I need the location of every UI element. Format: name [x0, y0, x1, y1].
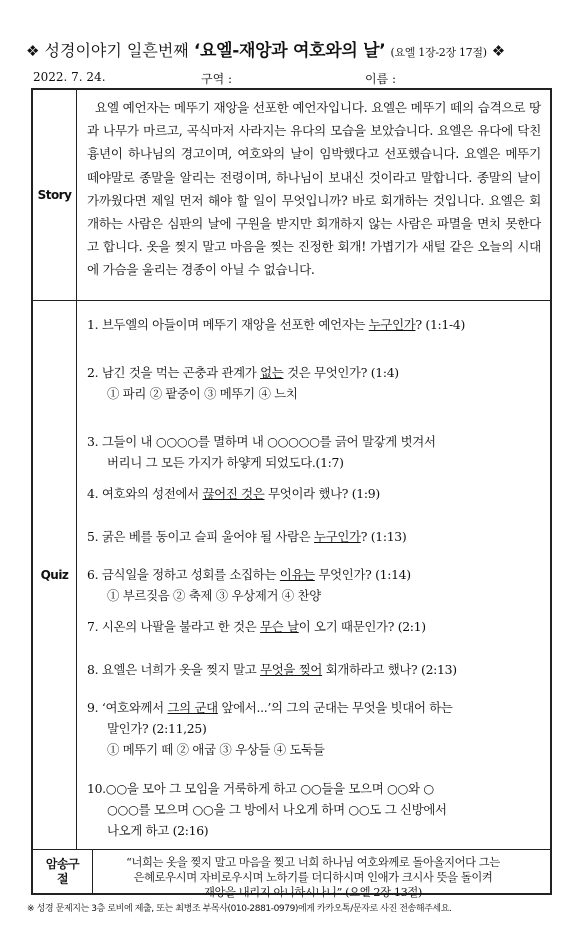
story-text: 요엘 예언자는 메뚜기 재앙을 선포한 예언자입니다. 요엘은 메뚜기 떼의 습격으로 땅과 나무가 마르고, 곡식마저 사라지는 유다의 모습을 보았습니다. 요엘은 유다에 닥친 흉년이 하나님의 경고이며, 여호와의 날이 임박했다고 선포했습니다. 요엘은 메뚜기 떼야말로 종말을 알리는 전령이며, 하나님이 보내신 것이라고 말합니다. 종말의 날이 가까웠다면 제일 먼저 해야 할 일이 무엇입니까? 바로 회개하는 것입니다. 요엘은 회개하는 사람은 심판의 날에 구원을 받지만 회개하지 않는 사람은 파멸을 면치 못한다고 합니다. 옷을 찢지 말고 마음을 찢는 진정한 회개! 가볍기가 새털 같은 오늘의 시대에 가슴을 울리는 경종이 아닐 수 없습니다.: [87, 100, 541, 278]
date: 2022. 7. 24.: [33, 70, 106, 84]
quiz-question-5: 5. 굵은 베를 동이고 슬피 울어야 될 사람은 누구인가? (1:13): [87, 529, 407, 544]
story-row: [33, 90, 550, 300]
quiz-question-9: 9. ‘여호와께서 그의 군대 앞에서...’의 그의 군대는 무엇을 빗대어 하는 말인가? (2:11,25) ① 메뚜기 떼 ② 애굽 ③ 우상들 ④ 도둑들: [87, 697, 544, 760]
quiz-question-1: 1. 브두엘의 아들이며 메뚜기 재앙을 선포한 예언자는 누구인가? (1:1-4): [87, 317, 465, 332]
title-main: ‘요엘-재앙과 여호와의 날’: [193, 41, 386, 61]
quiz-question-6: 6. 금식일을 정하고 성회를 소집하는 이유는 무엇인가? (1:14) ① 부르짖음 ② 축제 ③ 우상제거 ④ 찬양: [87, 564, 544, 606]
quiz-row: [33, 300, 550, 849]
quiz-question-2: 2. 남긴 것을 먹는 곤충과 관계가 없는 것은 무엇인가? (1:4) ① 파리 ② 팥중이 ③ 메뚜기 ④ 느치: [87, 362, 544, 404]
quiz-question-8: 8. 요엘은 너희가 옷을 찢지 말고 무엇을 찢어 회개하라고 했나? (2:13): [87, 662, 457, 677]
quiz-question-3: 3. 그들이 내 ○○○○를 멸하며 내 ○○○○○를 긁어 말갛게 벗겨서 버리니 그 모든 가지가 하얗게 되었도다.(1:7): [87, 434, 436, 470]
story-label: Story: [33, 90, 77, 300]
memory-verse-row: [33, 849, 550, 899]
worksheet-table: [31, 88, 552, 899]
name-field-label[interactable]: 이름 :: [365, 72, 397, 86]
memory-verse-text: “너희는 옷을 찢지 말고 마음을 찢고 너희 하나님 여호와께로 돌아올지어다 그는 은혜로우시며 자비로우시며 노하기를 더디하시며 인애가 크시사 뜻을 돌이켜 재앙을 내리지 아니하시나니” (요엘 2장 13절): [126, 856, 500, 899]
title-prefix: 성경이야기 일흔번째: [44, 41, 189, 60]
quiz-label: Quiz: [33, 301, 77, 849]
quiz-question-10: 10.○○을 모아 그 모임을 거룩하게 하고 ○○들을 모으며 ○○와 ○ ○○○를 모으며 ○○을 그 방에서 나오게 하며 ○○도 그 신방에서 나오게 하고 (2:16): [87, 781, 447, 838]
quiz-question-7: 7. 시온의 나팔을 불라고 한 것은 무슨 날이 오기 때문인가? (2:1): [87, 619, 426, 634]
quiz-options: ① 부르짖음 ② 축제 ③ 우상제거 ④ 찬양: [107, 588, 321, 603]
quiz-options: ① 파리 ② 팥중이 ③ 메뚜기 ④ 느치: [107, 386, 298, 401]
section-field-label[interactable]: 구역 :: [201, 72, 233, 86]
title-range: (요엘 1장-2장 17절): [390, 46, 487, 59]
memory-verse-label: 암송구절: [33, 850, 93, 893]
submission-footnote: ※ 성경 문제지는 3층 로비에 제출, 또는 최병조 부목사(010-2881-0979)에게 카카오톡/문자로 사진 전송해주세요.: [27, 904, 452, 914]
quiz-content: [76, 301, 550, 849]
quiz-question-4: 4. 여호와의 성전에서 끊어진 것은 무엇이라 했나? (1:9): [87, 486, 380, 501]
quiz-options: ① 메뚜기 떼 ② 애굽 ③ 우상들 ④ 도둑들: [107, 742, 325, 757]
story-content: [76, 90, 550, 300]
diamond-bullet-icon: ❖: [491, 42, 506, 60]
worksheet-title: [26, 36, 566, 61]
memory-verse-content: [76, 850, 550, 899]
diamond-bullet-icon: ❖: [26, 42, 40, 60]
